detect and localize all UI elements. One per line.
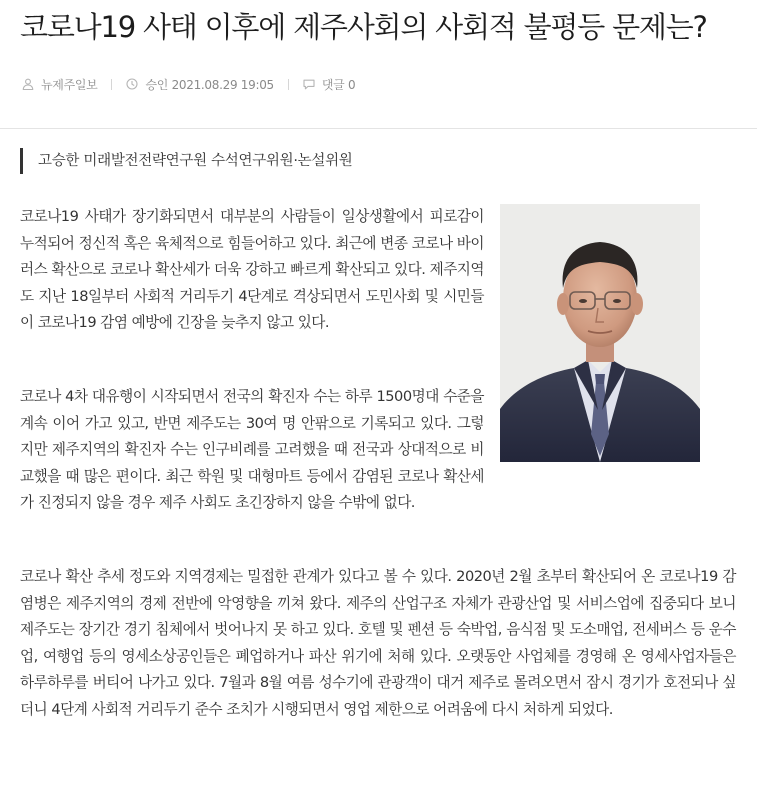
- comment-icon: [303, 78, 315, 90]
- article-title: 코로나19 사태 이후에 제주사회의 사회적 불평등 문제는?: [20, 10, 707, 44]
- author-info: [22, 76, 97, 93]
- author-photo: [500, 204, 700, 462]
- approval-datetime: 승인 2021.08.29 19:05: [145, 77, 274, 92]
- article-paragraph: 코로나19 사태가 장기화되면서 대부분의 사람들이 일상생활에서 피로감이 누적되어 정신적 혹은 육체적으로 힘들어하고 있다. 최근에 변종 코로나 바이러스 확산으로 코로나 확산세가 더욱 강하고 빠르게 확산되고 있다. 제주지역도 지난 18일부터 사회적 거리두기 4단계로 격상되면서 도민사회 및 시민들이 코로나19 감염 예방에 긴장을 늦추지 않고 있다.: [20, 208, 484, 331]
- meta-divider: [288, 79, 289, 90]
- comment-count[interactable]: 댓글 0: [321, 77, 356, 92]
- article-paragraph: 코로나 확산 추세 정도와 지역경제는 밀접한 관계가 있다고 볼 수 있다. 2020년 2월 초부터 확산되어 온 코로나19 감염병은 제주지역의 경제 전반에 악영향을 끼쳐 왔다. 제주의 산업구조 자체가 관광산업 및 서비스업에 집중되다 보니 제주도는 장기간 경기 침체에서 벗어나지 못 하고 있다. 호텔 및 펜션 등 숙박업, 음식점 및 도소매업, 전세버스 등 운수업, 여행업 등의 영세소상공인들은 폐업하거나 파산 위기에 처해 있다. 오랫동안 사업체를 경영해 온 영세사업자들은 하루하루를 버티어 나가고 있다. 7월과 8월 여름 성수기에 관광객이 대거 제주로 몰려오면서 잠시 경기가 호전되나 싶더니 4단계 사회적 거리두기 준수 조치가 시행되면서 영업 제한으로 어려움에 다시 처하게 되었다.: [20, 568, 736, 718]
- header-divider: [0, 128, 757, 129]
- meta-divider: [111, 79, 112, 90]
- comment-info[interactable]: [303, 76, 355, 93]
- approval-info: [126, 76, 273, 93]
- author-name: 뉴제주일보: [41, 77, 98, 92]
- article-meta: [22, 74, 355, 94]
- author-portrait: [500, 204, 700, 462]
- article-paragraph: 코로나 4차 대유행이 시작되면서 전국의 확진자 수는 하루 1500명대 수준을 계속 이어 가고 있고, 반면 제주도는 30여 명 안팎으로 기록되고 있다. 그렇지만 제주지역의 확진자 수는 인구비례를 고려했을 때 전국과 상대적으로 비교했을 때 많은 편이다. 최근 학원 및 대형마트 등에서 감염된 코로나 확산세가 진정되지 않을 경우 제주 사회도 초긴장하지 않을 수밖에 없다.: [20, 388, 484, 511]
- author-byline: 고승한 미래발전전략연구원 수석연구위원·논설위원: [20, 148, 352, 174]
- clock-icon: [126, 78, 138, 90]
- user-icon: [22, 78, 34, 90]
